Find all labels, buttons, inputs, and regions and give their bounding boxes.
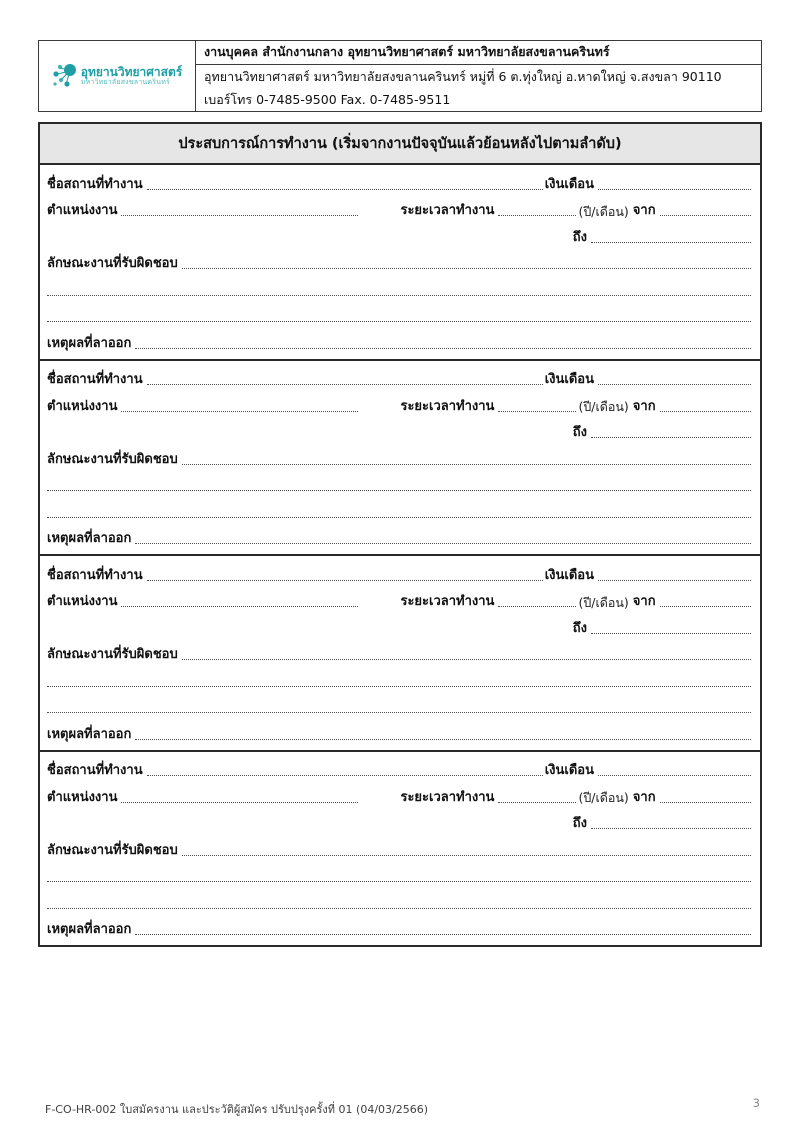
page-footer: [45, 1096, 760, 1118]
duration-label: ระยะเวลาทำงาน: [400, 203, 495, 219]
position-duration-row: [47, 585, 753, 612]
responsibilities-row: [47, 638, 753, 665]
salary-field-line: [598, 766, 751, 776]
salary-field-line: [598, 571, 751, 581]
workplace-field-line: [147, 375, 543, 385]
salary-field-line: [598, 180, 751, 190]
resign-reason-field-line: [135, 925, 751, 935]
resign-reason-row: [47, 913, 753, 940]
org-logo: [39, 41, 196, 111]
workplace-salary-row: [47, 363, 753, 390]
position-field-line: [121, 597, 358, 607]
header-info: [196, 41, 761, 111]
responsibilities-extra-row: [47, 495, 753, 522]
resign-reason-label: เหตุผลที่ลาออก: [47, 922, 132, 938]
logo-subtitle: มหาวิทยาลัยสงขลานครินทร์: [80, 77, 170, 86]
responsibilities-label: ลักษณะงานที่รับผิดชอบ: [47, 842, 178, 858]
duration-field-line: [498, 206, 576, 216]
resign-reason-field-line: [135, 730, 751, 740]
resign-reason-label: เหตุผลที่ลาออก: [47, 726, 132, 742]
responsibilities-field-line: [182, 259, 751, 269]
workplace-salary-row: [47, 167, 753, 194]
from-field-line: [660, 793, 751, 803]
to-row: [47, 611, 753, 638]
responsibilities-label: ลักษณะงานที่รับผิดชอบ: [47, 647, 178, 663]
responsibilities-field-line-3: [47, 899, 751, 909]
from-label: จาก: [632, 789, 656, 805]
from-field-line: [660, 402, 751, 412]
duration-unit-label: (ปี/เดือน): [578, 594, 629, 610]
to-label: ถึง: [572, 816, 587, 832]
duration-label: ระยะเวลาทำงาน: [400, 398, 495, 414]
position-field-line: [121, 402, 358, 412]
responsibilities-label: ลักษณะงานที่รับผิดชอบ: [47, 451, 178, 467]
resign-reason-field-line: [135, 534, 751, 544]
workplace-label: ชื่อสถานที่ทำงาน: [47, 567, 143, 583]
responsibilities-field-line-3: [47, 312, 751, 322]
header-table: [38, 40, 762, 112]
page-number: 3: [752, 1096, 760, 1110]
workplace-label: ชื่อสถานที่ทำงาน: [47, 372, 143, 388]
position-label: ตำแหน่งงาน: [47, 203, 118, 219]
from-label: จาก: [632, 398, 656, 414]
to-row: [47, 416, 753, 443]
from-label: จาก: [632, 594, 656, 610]
to-label: ถึง: [572, 229, 587, 245]
resign-reason-field-line: [135, 339, 751, 349]
responsibilities-extra-row: [47, 886, 753, 913]
resign-reason-label: เหตุผลที่ลาออก: [47, 531, 132, 547]
logo-title: อุทยานวิทยาศาสตร์: [80, 65, 183, 80]
experience-block-3: [40, 556, 760, 752]
responsibilities-field-line-3: [47, 508, 751, 518]
responsibilities-field-line-2: [47, 872, 751, 882]
resign-reason-label: เหตุผลที่ลาออก: [47, 335, 132, 351]
to-row: [47, 220, 753, 247]
salary-label: เงินเดือน: [544, 567, 594, 583]
to-field-line: [591, 624, 751, 634]
workplace-field-line: [147, 571, 543, 581]
salary-label: เงินเดือน: [544, 176, 594, 192]
experience-block-4: [40, 752, 760, 946]
responsibilities-field-line-3: [47, 703, 751, 713]
to-label: ถึง: [572, 425, 587, 441]
position-duration-row: [47, 194, 753, 221]
responsibilities-extra-row: [47, 300, 753, 327]
footer-doc-code: F-CO-HR-002 ใบสมัครงาน และประวัติผู้สมัคร ปรับปรุงครั้งที่ 01 (04/03/2566): [45, 1103, 429, 1116]
salary-field-line: [598, 375, 751, 385]
workplace-field-line: [147, 180, 543, 190]
responsibilities-label: ลักษณะงานที่รับผิดชอบ: [47, 256, 178, 272]
from-field-line: [660, 206, 751, 216]
position-label: ตำแหน่งงาน: [47, 594, 118, 610]
responsibilities-row: [47, 247, 753, 274]
header-org-line: งานบุคคล สำนักงานกลาง อุทยานวิทยาศาสตร์ มหาวิทยาลัยสงขลานครินทร์: [196, 41, 761, 65]
workplace-label: ชื่อสถานที่ทำงาน: [47, 763, 143, 779]
responsibilities-field-line-2: [47, 677, 751, 687]
responsibilities-extra-row: [47, 664, 753, 691]
experience-block-1: [40, 165, 760, 361]
to-field-line: [591, 428, 751, 438]
position-duration-row: [47, 780, 753, 807]
responsibilities-field-line-2: [47, 481, 751, 491]
workplace-label: ชื่อสถานที่ทำงาน: [47, 176, 143, 192]
responsibilities-field-line: [182, 650, 751, 660]
responsibilities-row: [47, 833, 753, 860]
workplace-salary-row: [47, 754, 753, 781]
resign-reason-row: [47, 326, 753, 353]
responsibilities-extra-row: [47, 273, 753, 300]
position-field-line: [121, 793, 358, 803]
experience-block-2: [40, 361, 760, 557]
header-address-line: อุทยานวิทยาศาสตร์ มหาวิทยาลัยสงขลานครินทร์ หมู่ที่ 6 ต.ทุ่งใหญ่ อ.หาดใหญ่ จ.สงขลา 90110: [204, 68, 722, 84]
resign-reason-row: [47, 522, 753, 549]
position-label: ตำแหน่งงาน: [47, 789, 118, 805]
salary-label: เงินเดือน: [544, 372, 594, 388]
responsibilities-row: [47, 442, 753, 469]
responsibilities-field-line: [182, 846, 751, 856]
duration-field-line: [498, 597, 576, 607]
duration-unit-label: (ปี/เดือน): [578, 203, 629, 219]
science-park-logo-icon: [52, 61, 78, 91]
form-title: ประสบการณ์การทำงาน (เริ่มจากงานปัจจุบันแล้วย้อนหลังไปตามลำดับ): [40, 124, 760, 165]
position-field-line: [121, 206, 358, 216]
responsibilities-field-line-2: [47, 286, 751, 296]
to-label: ถึง: [572, 620, 587, 636]
responsibilities-field-line: [182, 455, 751, 465]
duration-unit-label: (ปี/เดือน): [578, 399, 629, 415]
from-field-line: [660, 597, 751, 607]
duration-label: ระยะเวลาทำงาน: [400, 789, 495, 805]
from-label: จาก: [632, 203, 656, 219]
responsibilities-extra-row: [47, 860, 753, 887]
duration-unit-label: (ปี/เดือน): [578, 790, 629, 806]
to-field-line: [591, 233, 751, 243]
responsibilities-extra-row: [47, 691, 753, 718]
duration-label: ระยะเวลาทำงาน: [400, 594, 495, 610]
duration-field-line: [498, 793, 576, 803]
resign-reason-row: [47, 717, 753, 744]
to-row: [47, 807, 753, 834]
header-phone-line: เบอร์โทร 0-7485-9500 Fax. 0-7485-9511: [204, 91, 451, 107]
salary-label: เงินเดือน: [544, 763, 594, 779]
to-field-line: [591, 819, 751, 829]
workplace-field-line: [147, 766, 543, 776]
work-experience-form: [38, 122, 762, 947]
position-duration-row: [47, 389, 753, 416]
responsibilities-extra-row: [47, 469, 753, 496]
workplace-salary-row: [47, 558, 753, 585]
position-label: ตำแหน่งงาน: [47, 398, 118, 414]
duration-field-line: [498, 402, 576, 412]
